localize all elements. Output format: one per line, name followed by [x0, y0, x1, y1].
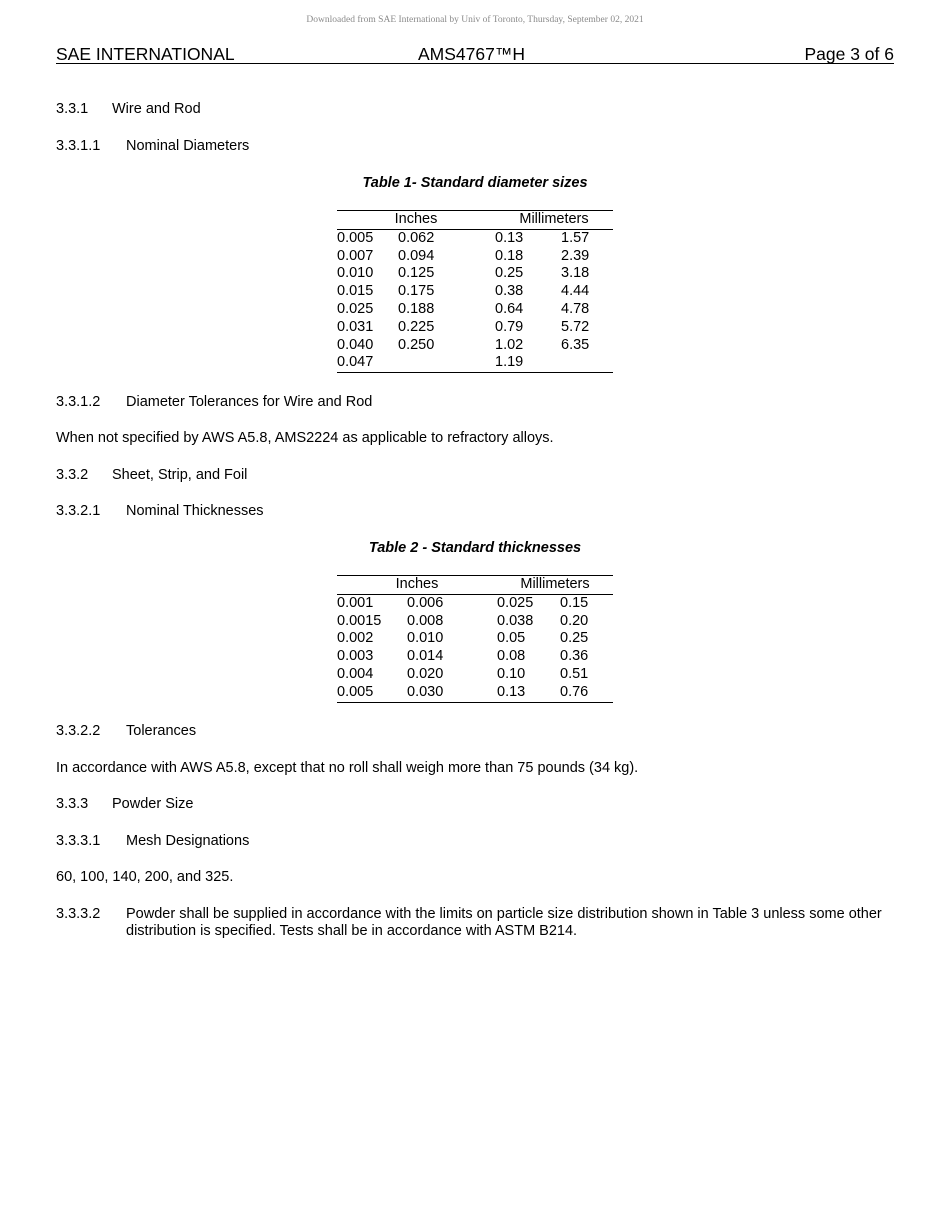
- section-3-3-1-2-heading: [56, 394, 372, 411]
- column-group-inches: Inches: [337, 576, 497, 595]
- section-title: Wire and Rod: [112, 101, 201, 117]
- section-title: Powder Size: [112, 796, 194, 812]
- table-cell: 4.78: [561, 300, 590, 317]
- table-cell: 0.025: [337, 300, 374, 317]
- table-cell: 0.225: [398, 318, 435, 335]
- section-3-3-3-2-paragraph: [56, 906, 896, 940]
- table-cell: 0.15: [560, 594, 589, 611]
- table-cell: 0.007: [337, 247, 374, 264]
- table-cell: 0.25: [495, 265, 524, 282]
- section-title: Sheet, Strip, and Foil: [112, 467, 248, 483]
- table-cell: 0.25: [560, 630, 589, 647]
- table-cell: 1.57: [561, 229, 590, 246]
- table-cell: 0.79: [495, 318, 524, 335]
- table-cell: 0.188: [398, 300, 435, 317]
- column-group-millimeters: Millimeters: [495, 211, 613, 230]
- page-header: [56, 44, 894, 64]
- section-3-3-2-1-heading: [56, 503, 264, 520]
- table-row: [337, 265, 613, 283]
- table-cell: 0.13: [495, 229, 524, 246]
- table1-diameter-sizes: [337, 210, 613, 373]
- table-row: [337, 648, 613, 666]
- table-cell: [398, 354, 495, 372]
- section-title: Diameter Tolerances for Wire and Rod: [126, 394, 373, 410]
- table-header-row: [337, 576, 613, 595]
- section-title: Tolerances: [126, 723, 197, 739]
- table-row: [337, 666, 613, 684]
- table-cell: 0.020: [407, 665, 444, 682]
- section-3-3-2-2-text: In accordance with AWS A5.8, except that no roll shall weigh more than 75 pounds (34 kg).: [56, 760, 639, 776]
- table-row: [337, 319, 613, 337]
- section-text: Powder shall be supplied in accordance with the limits on particle size distribution shown in Table 3 unless some other distribution is specified. Tests shall be in accordance with ASTM B214.: [126, 906, 882, 939]
- table-cell: 1.19: [495, 354, 524, 371]
- column-group-millimeters: Millimeters: [497, 576, 613, 595]
- table-cell: 0.125: [398, 265, 435, 282]
- header-organization: SAE INTERNATIONAL: [56, 44, 235, 64]
- table-cell: 0.175: [398, 283, 435, 300]
- section-3-3-2-2-heading: [56, 723, 196, 740]
- header-page-number: Page 3 of 6: [804, 44, 894, 64]
- table-cell: [561, 354, 613, 372]
- table-cell: 0.003: [337, 648, 374, 665]
- table-cell: 0.18: [495, 247, 524, 264]
- section-3-3-3-1-heading: [56, 833, 249, 850]
- column-group-inches: Inches: [337, 211, 495, 230]
- table2-standard-thicknesses: [337, 575, 613, 703]
- table-row: [337, 684, 613, 702]
- table-row: [337, 301, 613, 319]
- section-number: 3.3.3.2: [56, 906, 101, 922]
- table-cell: 6.35: [561, 336, 590, 353]
- table-cell: 2.39: [561, 247, 590, 264]
- table-cell: 4.44: [561, 283, 590, 300]
- table-cell: 3.18: [561, 265, 590, 282]
- section-title: Nominal Thicknesses: [126, 503, 264, 519]
- table-cell: 0.002: [337, 630, 374, 647]
- table-cell: 0.031: [337, 318, 374, 335]
- section-number: 3.3.1: [56, 101, 89, 117]
- table-row: [337, 613, 613, 631]
- table-cell: 0.047: [337, 354, 374, 371]
- table-row: [337, 283, 613, 301]
- section-number: 3.3.1.2: [56, 394, 101, 410]
- table-cell: 0.010: [337, 265, 374, 282]
- table-cell: 0.038: [497, 612, 534, 629]
- table-cell: 0.015: [337, 283, 374, 300]
- table-row: [337, 630, 613, 648]
- section-title: Mesh Designations: [126, 833, 250, 849]
- table-cell: 0.062: [398, 229, 435, 246]
- section-3-3-1-heading: [56, 101, 201, 118]
- download-watermark: Downloaded from SAE International by Univ of Toronto, Thursday, September 02, 2021: [306, 15, 644, 25]
- table-cell: 0.38: [495, 283, 524, 300]
- table-cell: 0.025: [497, 594, 534, 611]
- table-cell: 0.006: [407, 594, 444, 611]
- header-document-id: AMS4767™H: [418, 44, 525, 64]
- table-cell: 0.094: [398, 247, 435, 264]
- table2-caption: Table 2 - Standard thicknesses: [368, 540, 582, 556]
- table1-caption: Table 1- Standard diameter sizes: [362, 175, 588, 191]
- table-row: [337, 354, 613, 372]
- table-cell: 0.0015: [337, 612, 382, 629]
- table-cell: 0.08: [497, 648, 526, 665]
- table-cell: 0.250: [398, 336, 435, 353]
- table-cell: 0.040: [337, 336, 374, 353]
- section-3-3-2-heading: [56, 467, 247, 484]
- table-cell: 0.20: [560, 612, 589, 629]
- section-number: 3.3.3.1: [56, 833, 101, 849]
- section-3-3-1-1-heading: [56, 138, 249, 155]
- table-cell: 0.001: [337, 594, 374, 611]
- table-cell: 1.02: [495, 336, 524, 353]
- table-row: [337, 248, 613, 266]
- table-cell: 0.05: [497, 630, 526, 647]
- table-cell: 0.13: [497, 683, 526, 700]
- section-number: 3.3.2: [56, 467, 89, 483]
- table-cell: 0.004: [337, 665, 374, 682]
- table-cell: 0.030: [407, 683, 444, 700]
- section-3-3-3-1-text: 60, 100, 140, 200, and 325.: [56, 869, 234, 885]
- section-3-3-1-2-text: When not specified by AWS A5.8, AMS2224 as applicable to refractory alloys.: [56, 430, 554, 446]
- table-row: [337, 594, 613, 612]
- section-number: 3.3.1.1: [56, 138, 101, 154]
- table-cell: 0.76: [560, 683, 589, 700]
- table-cell: 0.64: [495, 300, 524, 317]
- section-number: 3.3.2.2: [56, 723, 101, 739]
- table-row: [337, 229, 613, 247]
- table-cell: 0.36: [560, 648, 589, 665]
- section-number: 3.3.2.1: [56, 503, 101, 519]
- section-3-3-3-heading: [56, 796, 193, 813]
- table-cell: 0.008: [407, 612, 444, 629]
- section-title: Nominal Diameters: [126, 138, 250, 154]
- section-number: 3.3.3: [56, 796, 89, 812]
- table-cell: 0.005: [337, 683, 374, 700]
- table-cell: 5.72: [561, 318, 590, 335]
- table-cell: 0.005: [337, 229, 374, 246]
- table-cell: 0.010: [407, 630, 444, 647]
- table-cell: 0.10: [497, 665, 526, 682]
- table-row: [337, 337, 613, 355]
- table-cell: 0.014: [407, 648, 444, 665]
- table-header-row: [337, 211, 613, 230]
- table-cell: 0.51: [560, 665, 589, 682]
